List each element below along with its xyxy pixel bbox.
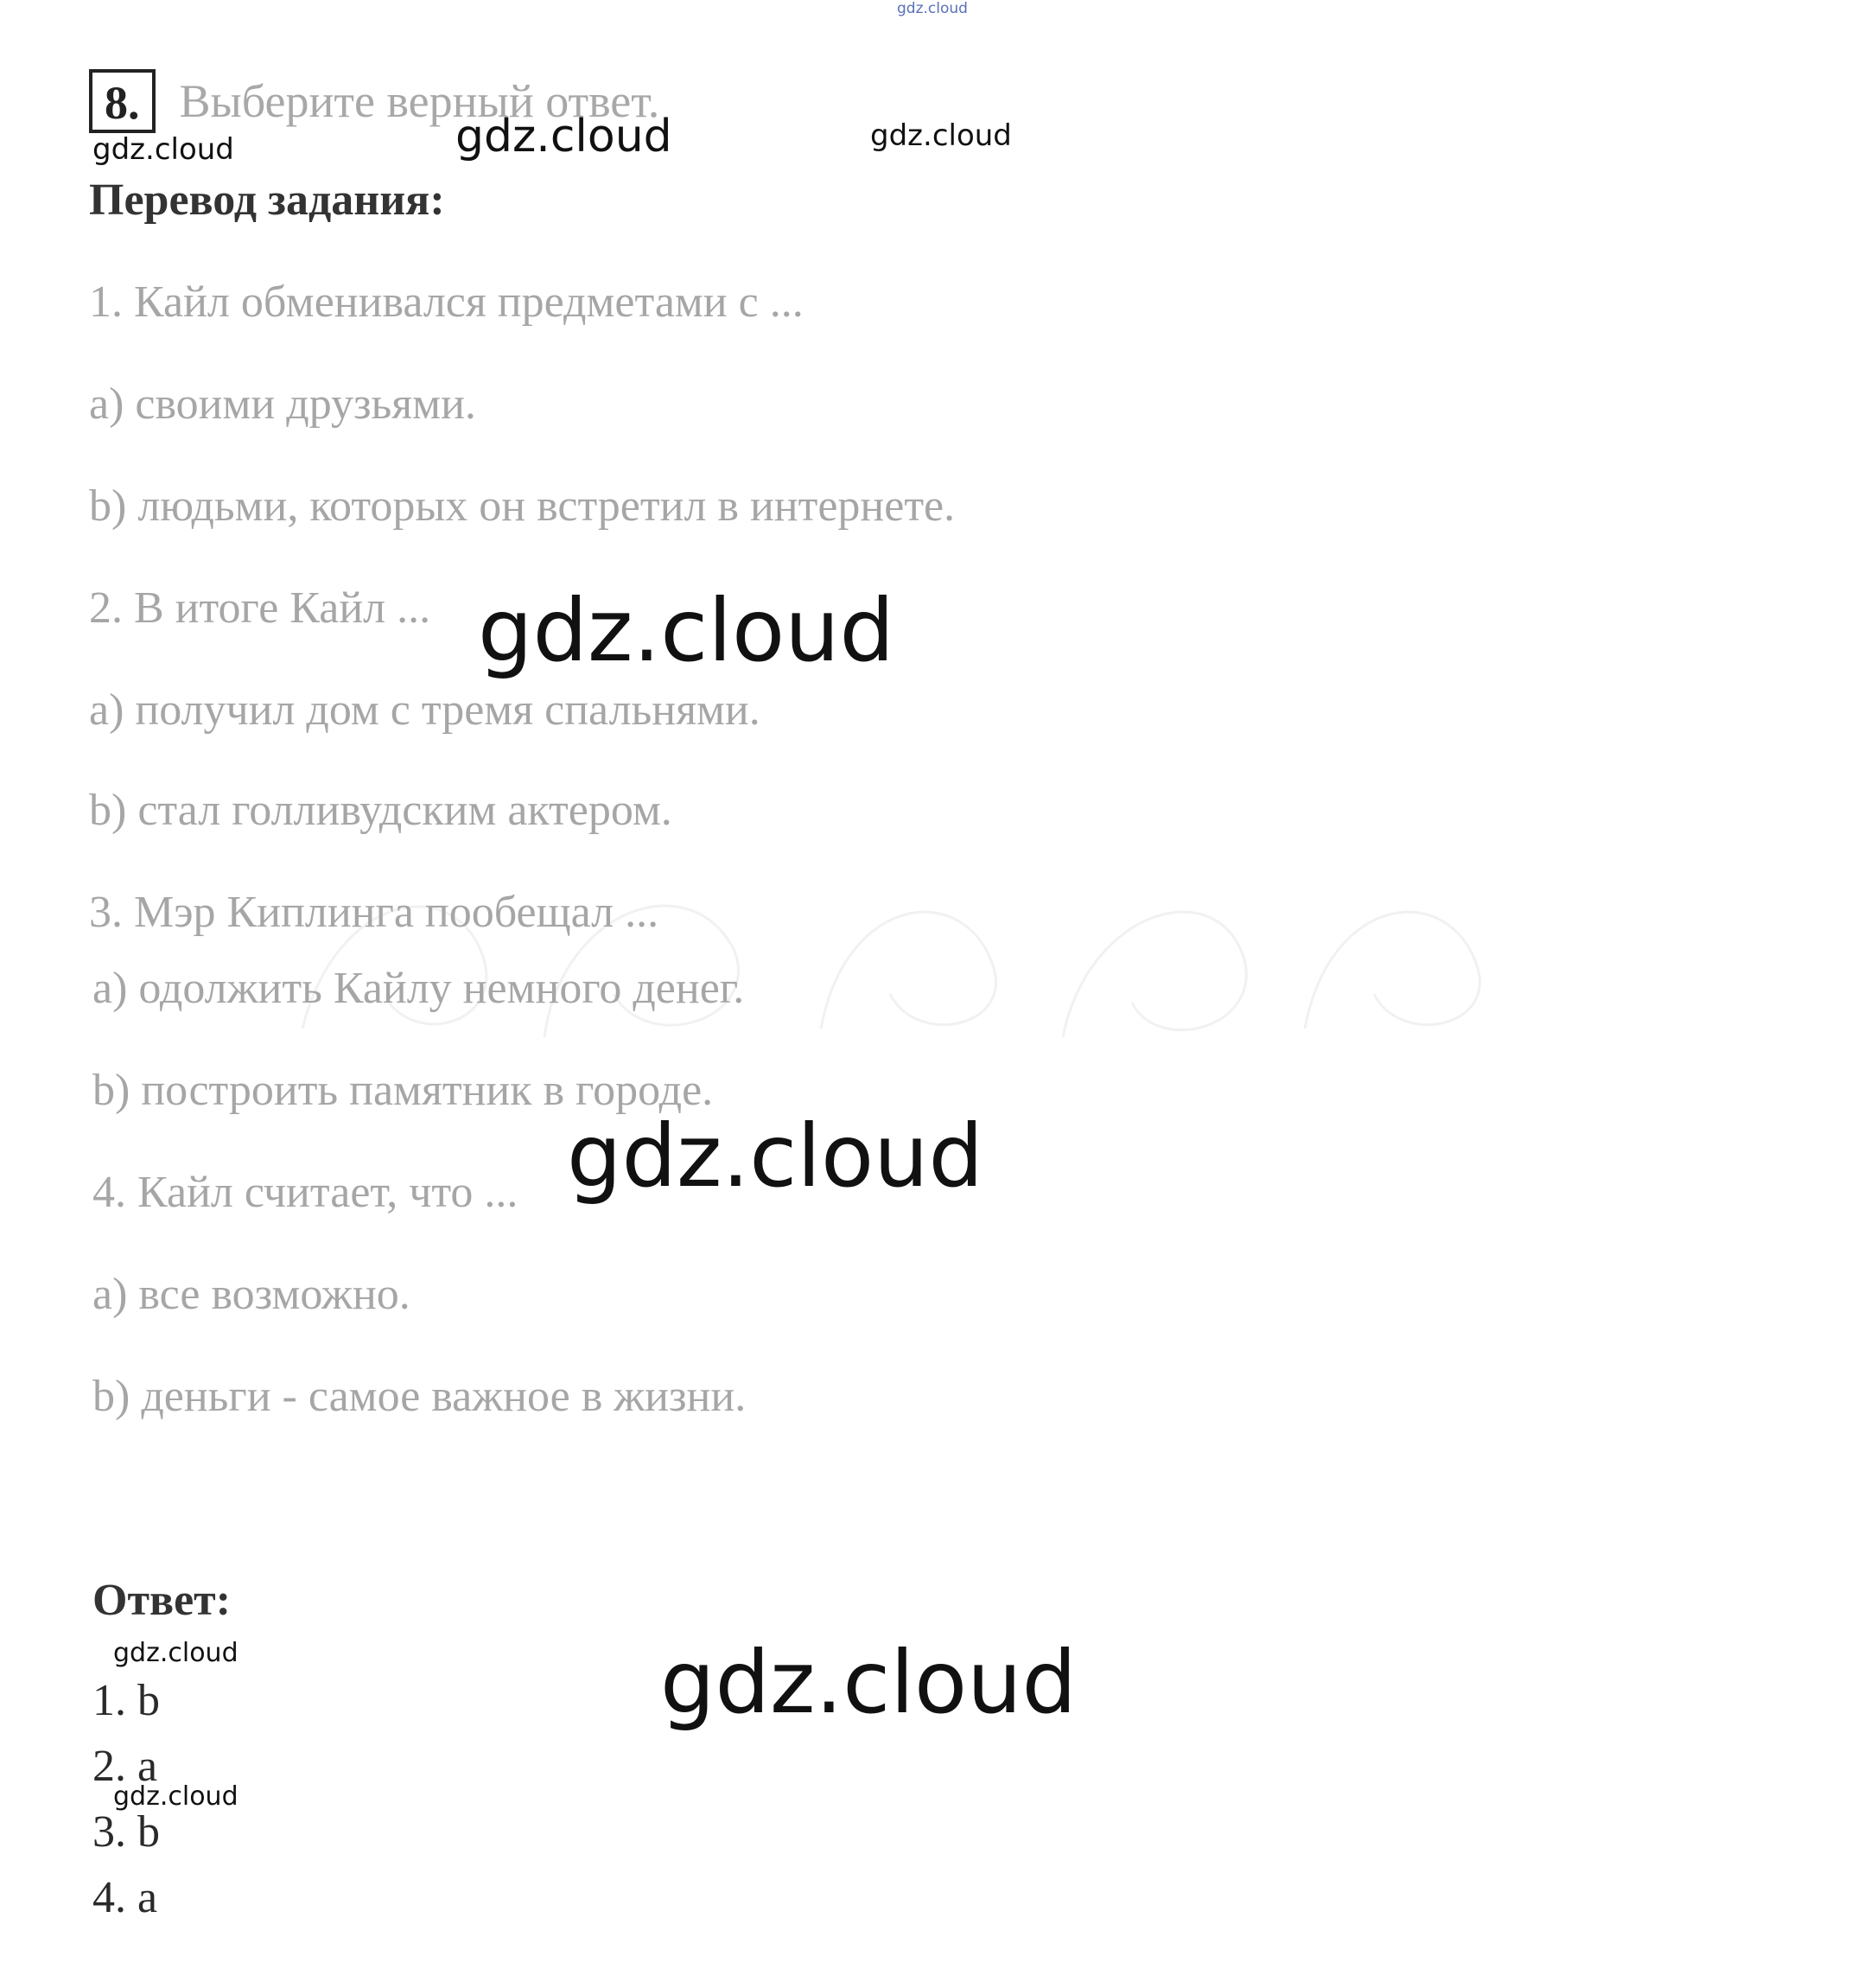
answer-item: 2. a — [92, 1742, 158, 1791]
question-option: а) получил дом с тремя спальнями. — [89, 685, 760, 735]
watermark: gdz.cloud — [455, 111, 672, 162]
watermark: gdz.cloud — [567, 1105, 984, 1207]
answer-heading: Ответ: — [92, 1576, 232, 1625]
question-option: а) все возможно. — [92, 1270, 410, 1319]
question-option: b) стал голливудским актером. — [89, 786, 672, 835]
question-line: 1. Кайл обменивался предметами с ... — [89, 277, 804, 327]
watermark: gdz.cloud — [92, 132, 234, 167]
question-option: b) деньги - самое важное в жизни. — [92, 1372, 747, 1421]
answer-item: 4. a — [92, 1873, 158, 1922]
answer-item: 3. b — [92, 1807, 160, 1857]
watermark: gdz.cloud — [113, 1638, 238, 1668]
answer-item: 1. b — [92, 1676, 160, 1725]
background-decoration — [285, 856, 1538, 1054]
task-title: Выберите верный ответ. — [179, 75, 660, 127]
question-option: b) людьми, которых он встретил в интернете. — [89, 481, 956, 531]
task-number: 8. — [89, 69, 156, 133]
watermark-top: gdz.cloud — [897, 0, 968, 17]
watermark: gdz.cloud — [660, 1632, 1078, 1733]
watermark: gdz.cloud — [113, 1781, 238, 1812]
question-line: 4. Кайл считает, что ... — [92, 1168, 518, 1217]
question-line: 2. В итоге Кайл ... — [89, 583, 431, 633]
question-option: а) своими друзьями. — [89, 379, 476, 429]
question-line: 3. Мэр Киплинга пообещал ... — [89, 888, 659, 937]
watermark: gdz.cloud — [478, 580, 895, 681]
question-option: а) одолжить Кайлу немного денег. — [92, 964, 745, 1013]
question-option: b) построить памятник в городе. — [92, 1066, 714, 1115]
watermark: gdz.cloud — [870, 118, 1012, 153]
translation-heading: Перевод задания: — [89, 175, 445, 225]
